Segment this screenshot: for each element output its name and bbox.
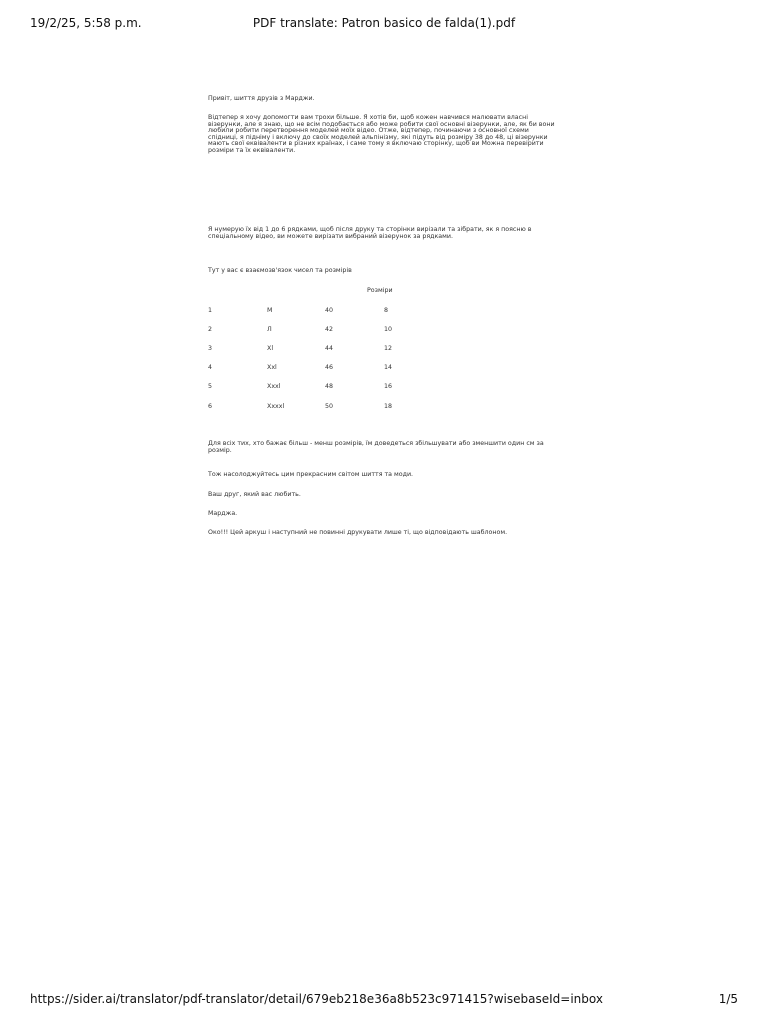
row-size-letter: Xxl [267,364,277,371]
row-size-equivalent: 16 [384,383,393,390]
row-size-number: 42 [325,326,334,333]
row-size-letter: Xxxxl [267,403,285,410]
table-row [208,345,408,353]
row-size-equivalent: 10 [384,326,393,333]
print-title: PDF translate: Patron basico de falda(1).pdf [252,16,516,30]
row-number: 6 [208,403,213,410]
row-size-equivalent: 12 [384,345,393,352]
row-number: 4 [208,364,213,371]
row-size-number: 40 [325,307,334,314]
print-date: 19/2/25, 5:58 p.m. [30,16,142,30]
row-size-equivalent: 18 [384,403,393,410]
row-size-letter: M [267,307,273,314]
table-row [208,307,408,315]
row-number: 2 [208,326,213,333]
row-size-number: 50 [325,403,334,410]
signature-text: Марджа. [208,510,238,517]
table-row [208,383,408,391]
table-row [208,403,408,411]
greeting-text: Привіт, шиття друзів з Марджи. [208,95,315,102]
table-row [208,326,408,334]
row-size-equivalent: 14 [384,364,393,371]
intro-paragraph: Відтепер я хочу допомогти вам трохи більше. Я хотів би, щоб кожен навчився малювати власні візерунки, але я знаю, що не всім подобається або може робити свої основні візерунки, але, як би вони любили робити перетворення моделей моїх відео. Отже, відтепер, починаючи з основної схеми спідниці, я підніму і включу до своїх моделей альпінізму, які підуть від розміру 38 до 48, ці візерунки мають свої еквіваленти в різних країнах, і саме тому я включаю сторінку, щоб ви Можна перевірити розміри та їх еквіваленти. [208,114,555,154]
row-number: 1 [208,307,213,314]
row-size-number: 48 [325,383,334,390]
warning-text: Око!!! Цей аркуш і наступний не повинні друкувати лише ті, що відповідають шаблоном. [208,529,508,536]
adjust-note-paragraph: Для всіх тих, хто бажає більш - менш розмірів, їм доведеться збільшувати або зменшити один см за розмір. [208,440,544,454]
sizes-table-header: Розміри [367,287,393,294]
row-size-letter: Xl [267,345,274,352]
print-url: https://sider.ai/translator/pdf-translator/detail/679eb218e36a8b523c971415?wisebaseId=inbox [30,992,603,1006]
row-size-number: 44 [325,345,334,352]
relation-intro-text: Тут у вас є взаємозв'язок чисел та розмірів [208,267,352,274]
table-row [208,364,408,372]
signoff-text: Ваш друг, який вас любить. [208,491,301,498]
print-page-number: 1/5 [718,992,738,1006]
row-size-equivalent: 8 [384,307,389,314]
enjoy-text: Тож насолоджуйтесь цим прекрасним світом шиття та моди. [208,471,414,478]
row-size-number: 46 [325,364,334,371]
row-size-letter: Л [267,326,272,333]
row-number: 3 [208,345,213,352]
row-number: 5 [208,383,213,390]
numbering-paragraph: Я нумерую їх від 1 до 6 рядками, щоб після друку та сторінки вирізали та зібрати, як я поясню в спеціальному відео, ви можете вирізати вибраний візерунок за рядками. [208,226,532,240]
row-size-letter: Xxxl [267,383,281,390]
